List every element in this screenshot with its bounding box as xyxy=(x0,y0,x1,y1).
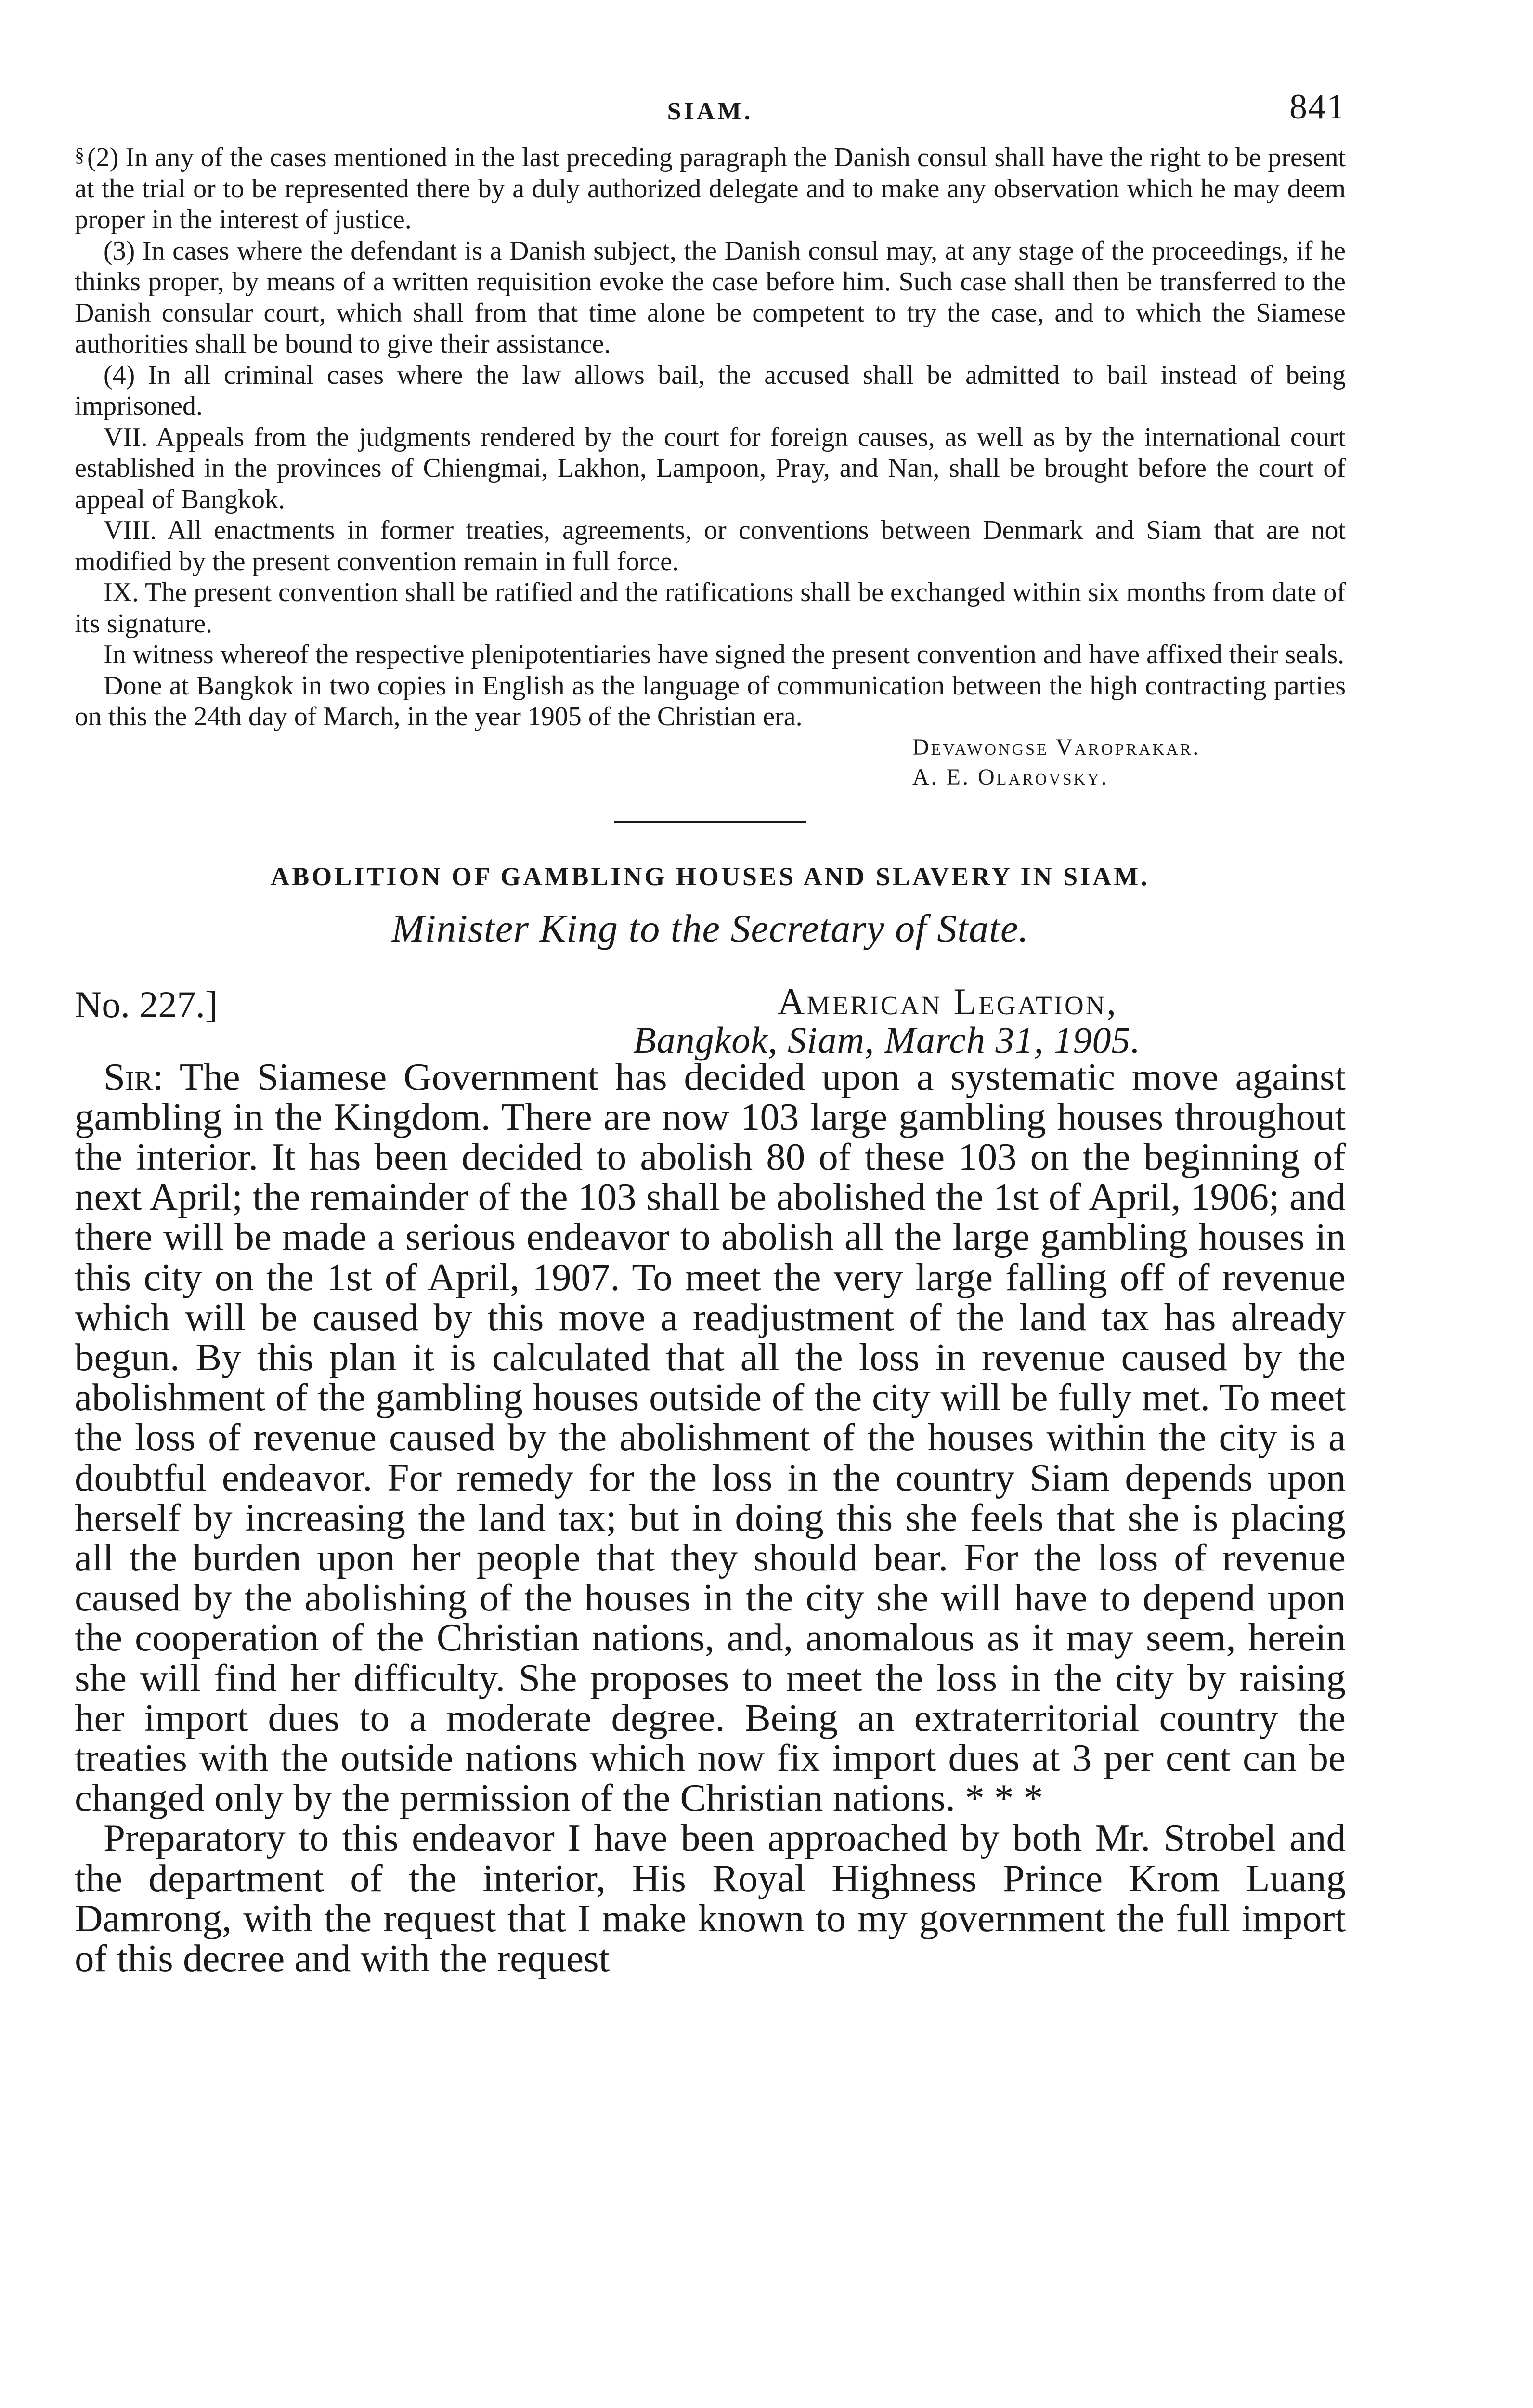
page-number: 841 xyxy=(1289,87,1346,127)
treaty-paragraph: VII. Appeals from the judgments rendered by the court for foreign causes, as well as by the international court established in the provinces of Chiengmai, Lakhon, Lampoon, Pray, and Nan, shall be brought before the court of appeal of Bangkok. xyxy=(75,422,1346,514)
treaty-paragraph: VIII. All enactments in former treaties, agreements, or conventions between Denmark and Siam that are not modified by the present convention remain in full force. xyxy=(75,515,1346,576)
legation-name: American Legation, xyxy=(778,980,1118,1022)
document-page xyxy=(75,87,1346,1978)
treaty-text xyxy=(75,140,1346,733)
treaty-paragraph: IX. The present convention shall be ratified and the ratifications shall be exchanged within six months from date of its signature. xyxy=(75,577,1346,639)
letter-subheading: Minister King to the Secretary of State. xyxy=(391,906,1029,950)
signature: Devawongse Varoprakar. xyxy=(912,734,1201,760)
letter-date: Bangkok, Siam, March 31, 1905. xyxy=(633,1019,1141,1061)
letter-body xyxy=(75,1057,1346,1979)
treaty-paragraph: (4) In all criminal cases where the law allows bail, the accused shall be admitted to bail instead of being imprisoned. xyxy=(75,360,1346,421)
signature: A. E. Olarovsky. xyxy=(912,764,1109,790)
dateline xyxy=(75,980,1346,1061)
treaty-paragraph: § (2) In any of the cases mentioned in the last preceding paragraph the Danish consul shall have the right to be present at the trial or to be represented there by a duly authorized delegate and to make any observation which he may deem proper in the interest of justice. xyxy=(75,140,1346,236)
treaty-paragraph: Done at Bangkok in two copies in English as the language of communication between the high contracting parties on this the 24th day of March, in the year 1905 of the Christian era. xyxy=(75,670,1346,732)
running-title: SIAM. xyxy=(667,98,754,125)
margin-mark: § xyxy=(75,144,84,166)
letter-paragraph: Sir: The Siamese Government has decided upon a systematic move against gambling in the Kingdom. There are now 103 large gambling houses throughout the interior. It has been decided to abolish 80 of these 103 on the beginning of next April; the remainder of the 103 shall be abolished the 1st of April, 1906; and there will be made a serious endeavor to abolish all the large gambling houses in this city on the 1st of April, 1907. To meet the very large falling off of revenue which will be caused by this move a readjustment of the land tax has already begun. By this plan it is calculated that all the loss in revenue caused by the abolishment of the gambling houses outside of the city will be fully met. To meet the loss of revenue caused by the abolishment of the houses within the city is a doubtful endeavor. For remedy for the loss in the country Siam depends upon herself by increasing the land tax; but in doing this she feels that she is placing all the burden upon her people that they should bear. For the loss of revenue caused by the abolishing of the houses in the city she will have to depend upon the cooperation of the Christian nations, and, anomalous as it may seem, herein she will find her difficulty. She proposes to meet the loss in the city by raising her import dues to a moderate degree. Being an extraterritorial country the treaties with the outside nations which now fix import dues at 3 per cent can be changed only by the permission of the Christian nations. * * * xyxy=(75,1055,1346,1820)
page-header xyxy=(75,87,1346,140)
document-number: No. 227.] xyxy=(75,983,218,1025)
treaty-paragraph: (3) In cases where the defendant is a Danish subject, the Danish consul may, at any stage of the proceedings, if he thinks proper, by means of a written requisition evoke the case before him. Such case shall then be transferred to the Danish consular court, which shall from that time alone be competent to try the case, and to which the Siamese authorities shall be bound to give their assistance. xyxy=(75,236,1346,359)
section-heading: ABOLITION OF GAMBLING HOUSES AND SLAVERY IN SIAM. xyxy=(271,862,1150,891)
letter-paragraph: Preparatory to this endeavor I have been approached by both Mr. Strobel and the department of the interior, His Royal Highness Prince Krom Luang Damrong, with the request that I make known to my government the full import of this decree and with the request xyxy=(75,1816,1346,1980)
salutation: Sir xyxy=(104,1055,153,1099)
section-divider xyxy=(614,821,806,823)
treaty-paragraph: In witness whereof the respective plenipotentiaries have signed the present convention and have affixed their seals. xyxy=(104,640,1345,669)
